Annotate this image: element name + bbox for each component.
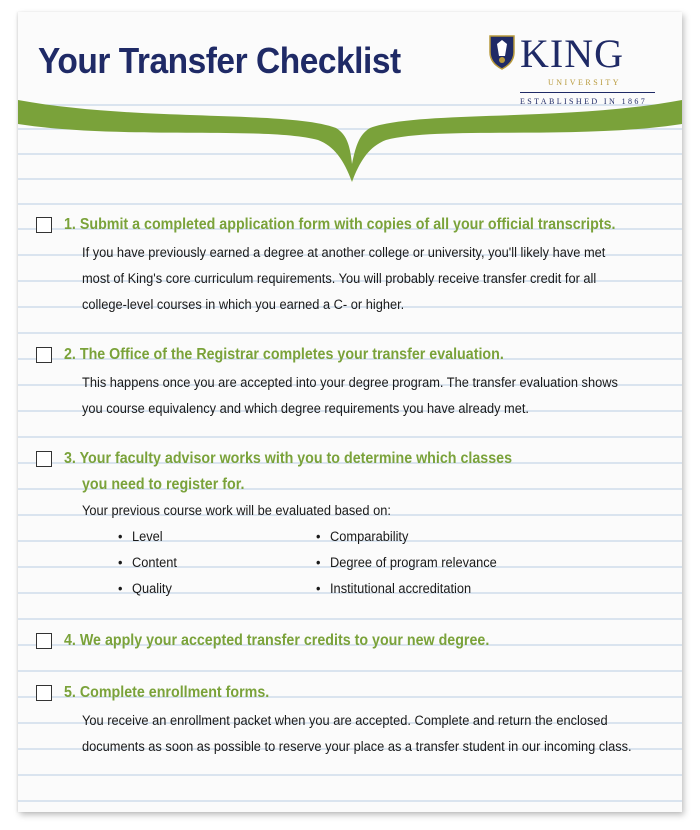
item-heading: 3. Your faculty advisor works with you to determine which classes: [64, 450, 513, 467]
page-title: Your Transfer Checklist: [38, 40, 401, 81]
checkbox[interactable]: [36, 633, 52, 649]
item-body-line: Your previous course work will be evaluated based on:: [82, 503, 391, 518]
king-university-logo: [488, 30, 658, 110]
logo-rule: [520, 92, 655, 93]
shield-icon: [488, 34, 516, 70]
bullet-item: • Quality: [118, 579, 172, 599]
item-body-line: You receive an enrollment packet when you are accepted. Complete and return the enclosed: [82, 713, 608, 728]
logo-subtitle: UNIVERSITY: [548, 78, 621, 87]
checkbox[interactable]: [36, 685, 52, 701]
item-heading-cont: you need to register for.: [82, 476, 245, 493]
logo-established: ESTABLISHED IN 1867: [520, 97, 648, 106]
bullet-item: • Content: [118, 553, 177, 573]
bullet-item: • Institutional accreditation: [316, 579, 471, 599]
item-body-line: documents as soon as possible to reserve your place as a transfer student in our incoming class.: [82, 739, 632, 754]
item-body-line: college-level courses in which you earned a C- or higher.: [82, 297, 405, 312]
bullet-item: • Comparability: [316, 527, 408, 547]
bullet-item: • Degree of program relevance: [316, 553, 497, 573]
item-heading: 4. We apply your accepted transfer credits to your new degree.: [64, 632, 490, 649]
checkbox[interactable]: [36, 217, 52, 233]
item-heading: 2. The Office of the Registrar completes your transfer evaluation.: [64, 346, 504, 363]
item-body-line: you course equivalency and which degree requirements you have already met.: [82, 401, 530, 416]
checkbox[interactable]: [36, 451, 52, 467]
item-body-line: This happens once you are accepted into your degree program. The transfer evaluation shows: [82, 375, 618, 390]
item-heading: 5. Complete enrollment forms.: [64, 684, 270, 701]
green-banner: [18, 100, 682, 190]
item-body-line: most of King's core curriculum requirements. You will probably receive transfer credit for all: [82, 271, 597, 286]
item-heading: 1. Submit a completed application form with copies of all your official transcripts.: [64, 216, 616, 233]
logo-wordmark: KING: [520, 31, 624, 76]
bullet-item: • Level: [118, 527, 163, 547]
checkbox[interactable]: [36, 347, 52, 363]
item-body-line: If you have previously earned a degree at another college or university, you'll likely have met: [82, 245, 606, 260]
checklist-paper: [18, 12, 682, 812]
